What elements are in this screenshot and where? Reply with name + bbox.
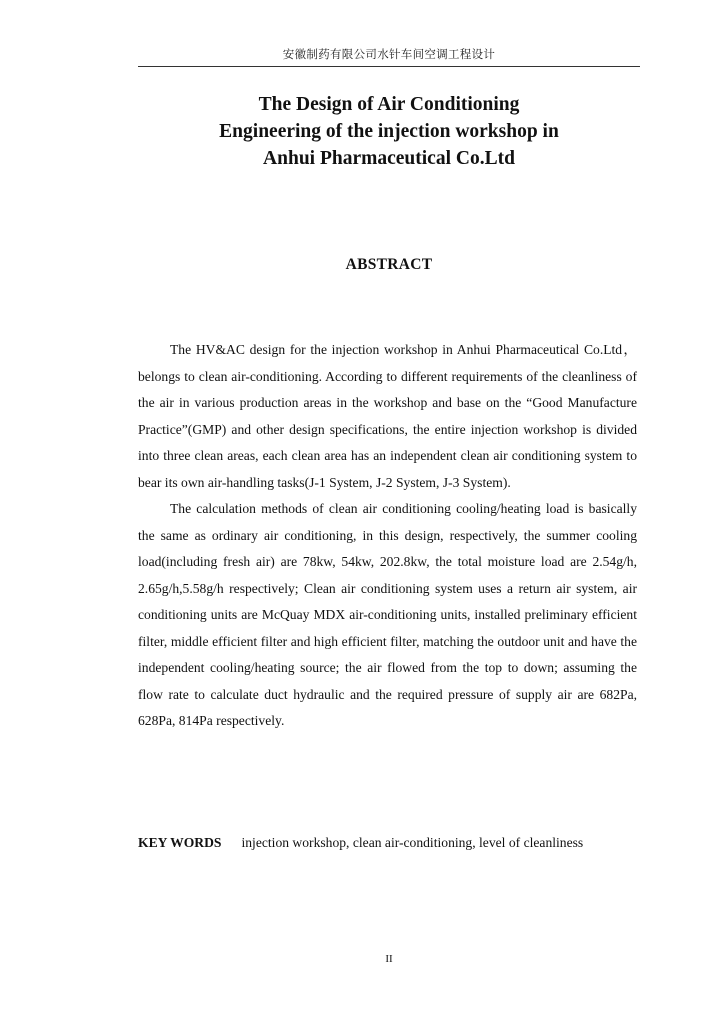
document-title: [138, 91, 640, 172]
title-line-1: The Design of Air Conditioning: [258, 94, 520, 115]
keywords-label: KEY WORDS: [138, 835, 222, 850]
abstract-heading: ABSTRACT: [345, 256, 433, 273]
page-number: II: [385, 953, 393, 965]
title-line-3: Anhui Pharmaceutical Co.Ltd: [263, 148, 515, 169]
abstract-paragraph: The calculation methods of clean air conditioning cooling/heating load is basically the same as ordinary air conditioning, in this design, respectively, the summer cooling load(including fresh air) are 78kw, 54kw, 202.8kw, the total moisture load are 2.54g/h, 2.65g/h,5.58g/h respectively; Clean air conditioning system uses a return air system, air conditioning units are McQuay MDX air-conditioning units, installed preliminary efficient filter, middle efficient filter and high efficient filter, matching the outdoor unit and have the independent cooling/heating source; the air flowed from the top to down; assuming the flow rate to calculate duct hydraulic and the required pressure of supply air are 682Pa, 628Pa, 814Pa respectively.: [138, 501, 637, 728]
header-divider: [138, 66, 640, 67]
keywords-section: [138, 829, 637, 857]
keywords-text: injection workshop, clean air-conditioning, level of cleanliness: [241, 835, 584, 850]
abstract-body: [138, 337, 637, 735]
title-line-2: Engineering of the injection workshop in: [219, 121, 559, 142]
abstract-paragraph: The HV&AC design for the injection workshop in Anhui Pharmaceutical Co.Ltd，belongs to clean air-conditioning. According to different requirements of the cleanliness of the air in various production areas in the workshop and base on the “Good Manufacture Practice”(GMP) and other design specifications, the entire injection workshop is divided into three clean areas, each clean area has an independent clean air conditioning system to bear its own air-handling tasks(J-1 System, J-2 System, J-3 System).: [138, 342, 637, 490]
running-header: 安徽制药有限公司水针车间空调工程设计: [282, 47, 496, 61]
